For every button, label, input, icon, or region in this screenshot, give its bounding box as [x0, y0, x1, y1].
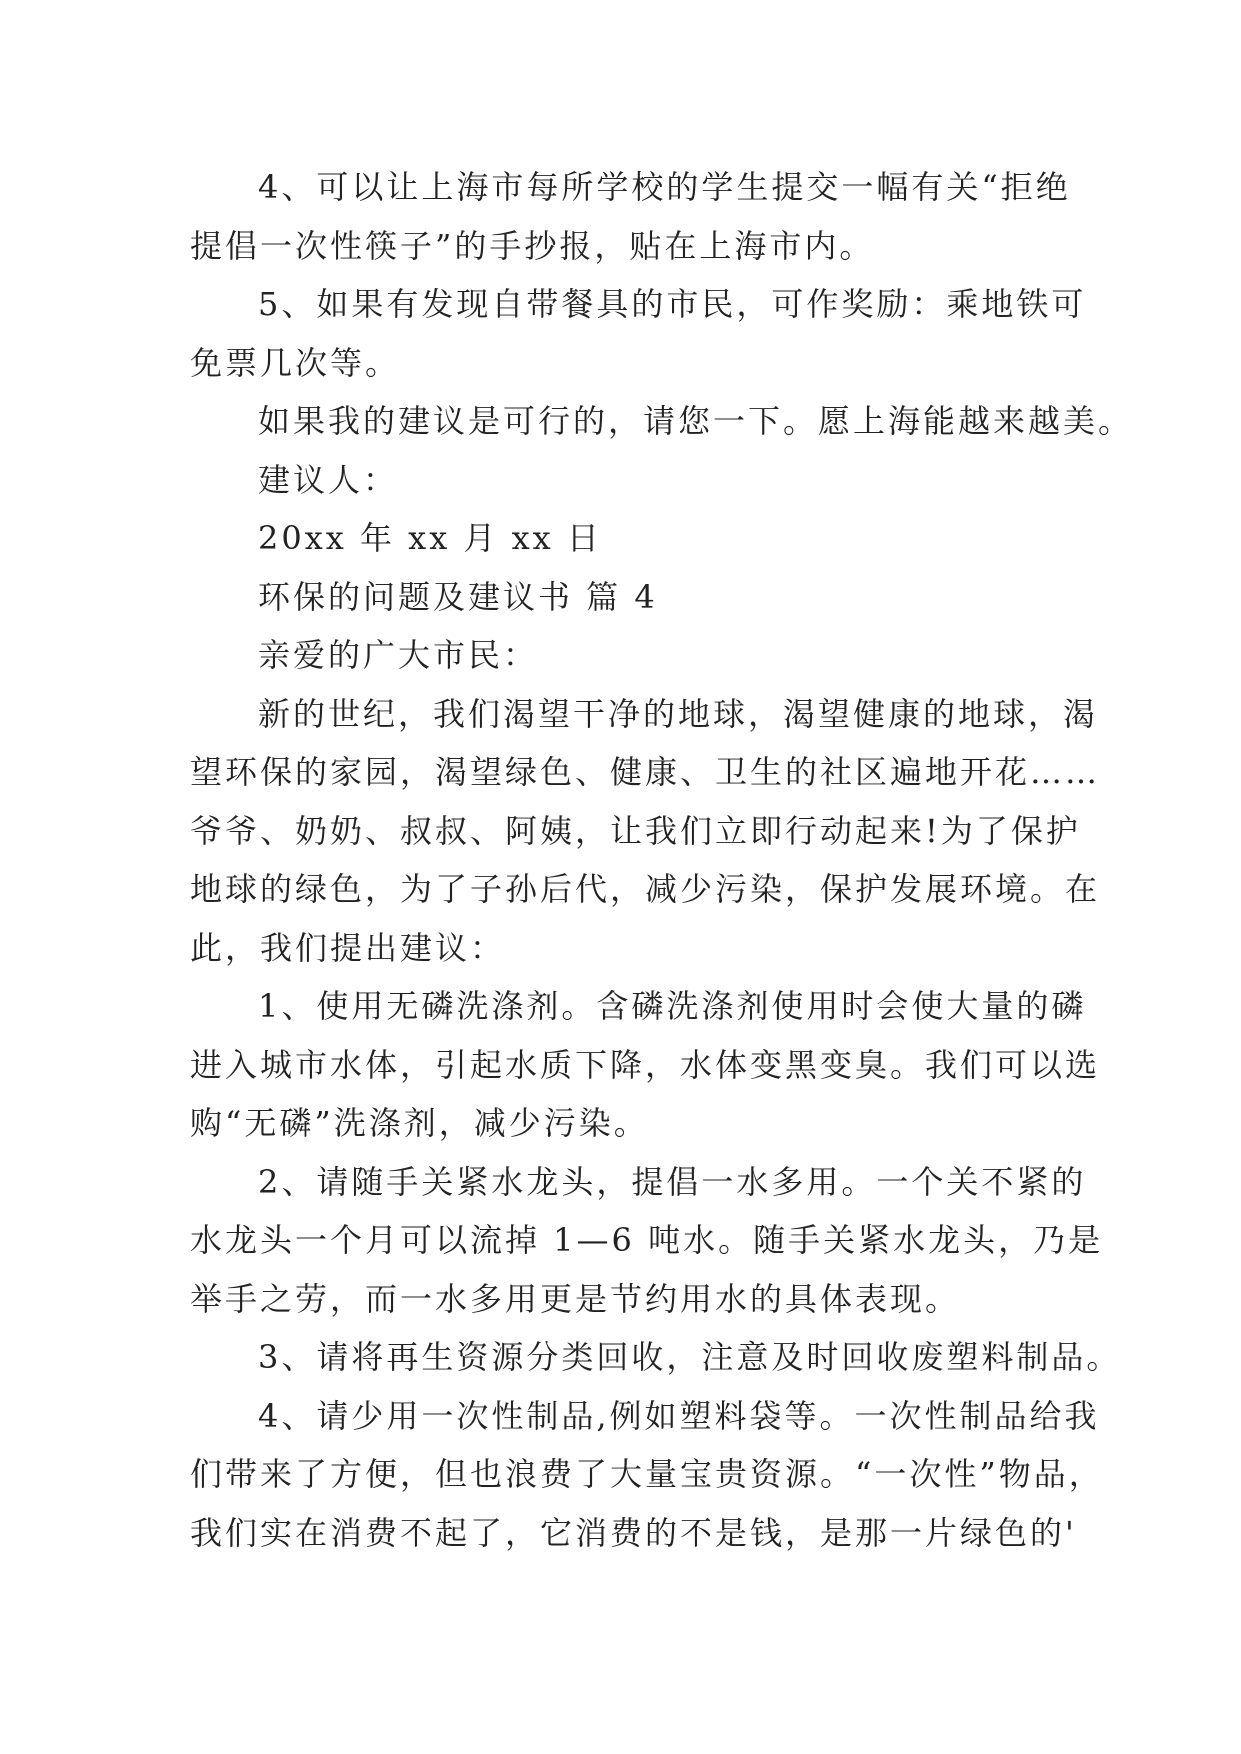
- text-line: 地球的绿色，为了子孙后代，减少污染，保护发展环境。在: [190, 870, 1101, 908]
- text-line: 如果我的建议是可行的，请您一下。愿上海能越来越美。: [258, 402, 1134, 440]
- text-line: 4、请少用一次性制品,例如塑料袋等。一次性制品给我: [258, 1396, 1100, 1435]
- section-heading: 环保的问题及建议书 篇 4: [258, 577, 658, 616]
- signature-label: 建议人：: [258, 460, 399, 499]
- text-line: 举手之劳，而一水多用更是节约用水的具体表现。: [190, 1279, 961, 1318]
- document-body: [190, 158, 1134, 1562]
- text-line: 新的世纪，我们渴望干净的地球，渴望健康的地球，渴: [258, 694, 1099, 733]
- salutation: 亲爱的广大市民：: [258, 636, 539, 674]
- text-line: 4、可以让上海市每所学校的学生提交一幅有关“拒绝: [258, 168, 1071, 206]
- text-line: 望环保的家园，渴望绿色、健康、卫生的社区遍地开花……: [190, 753, 1101, 791]
- text-line: 3、请将再生资源分类回收，注意及时回收废塑料制品。: [258, 1338, 1122, 1376]
- text-line: 购“无磷”洗涤剂，减少污染。: [190, 1104, 649, 1142]
- text-line: 进入城市水体，引起水质下降，水体变黑变臭。我们可以选: [190, 1045, 1101, 1084]
- text-line: 爷爷、奶奶、叔叔、阿姨，让我们立即行动起来!为了保护: [190, 811, 1081, 850]
- text-line: 此，我们提出建议：: [190, 928, 506, 967]
- text-line: 免票几次等。: [190, 343, 401, 382]
- text-line: 提倡一次性筷子”的手抄报，贴在上海市内。: [190, 226, 875, 265]
- text-line: 2、请随手关紧水龙头，提倡一水多用。一个关不紧的: [258, 1162, 1087, 1201]
- text-line: 水龙头一个月可以流掉 1—6 吨水。随手关紧水龙头，乃是: [190, 1221, 1104, 1259]
- text-line: 5、如果有发现自带餐具的市民，可作奖励：乘地铁可: [258, 285, 1087, 323]
- date-line: 20xx 年 xx 月 xx 日: [258, 519, 602, 557]
- text-line: 们带来了方便，但也浪费了大量宝贵资源。“一次性”物品，: [190, 1455, 1104, 1493]
- text-line: 1、使用无磷洗涤剂。含磷洗涤剂使用时会使大量的磷: [258, 987, 1087, 1025]
- text-line: 我们实在消费不起了，它消费的不是钱，是那一片绿色的': [190, 1513, 1077, 1552]
